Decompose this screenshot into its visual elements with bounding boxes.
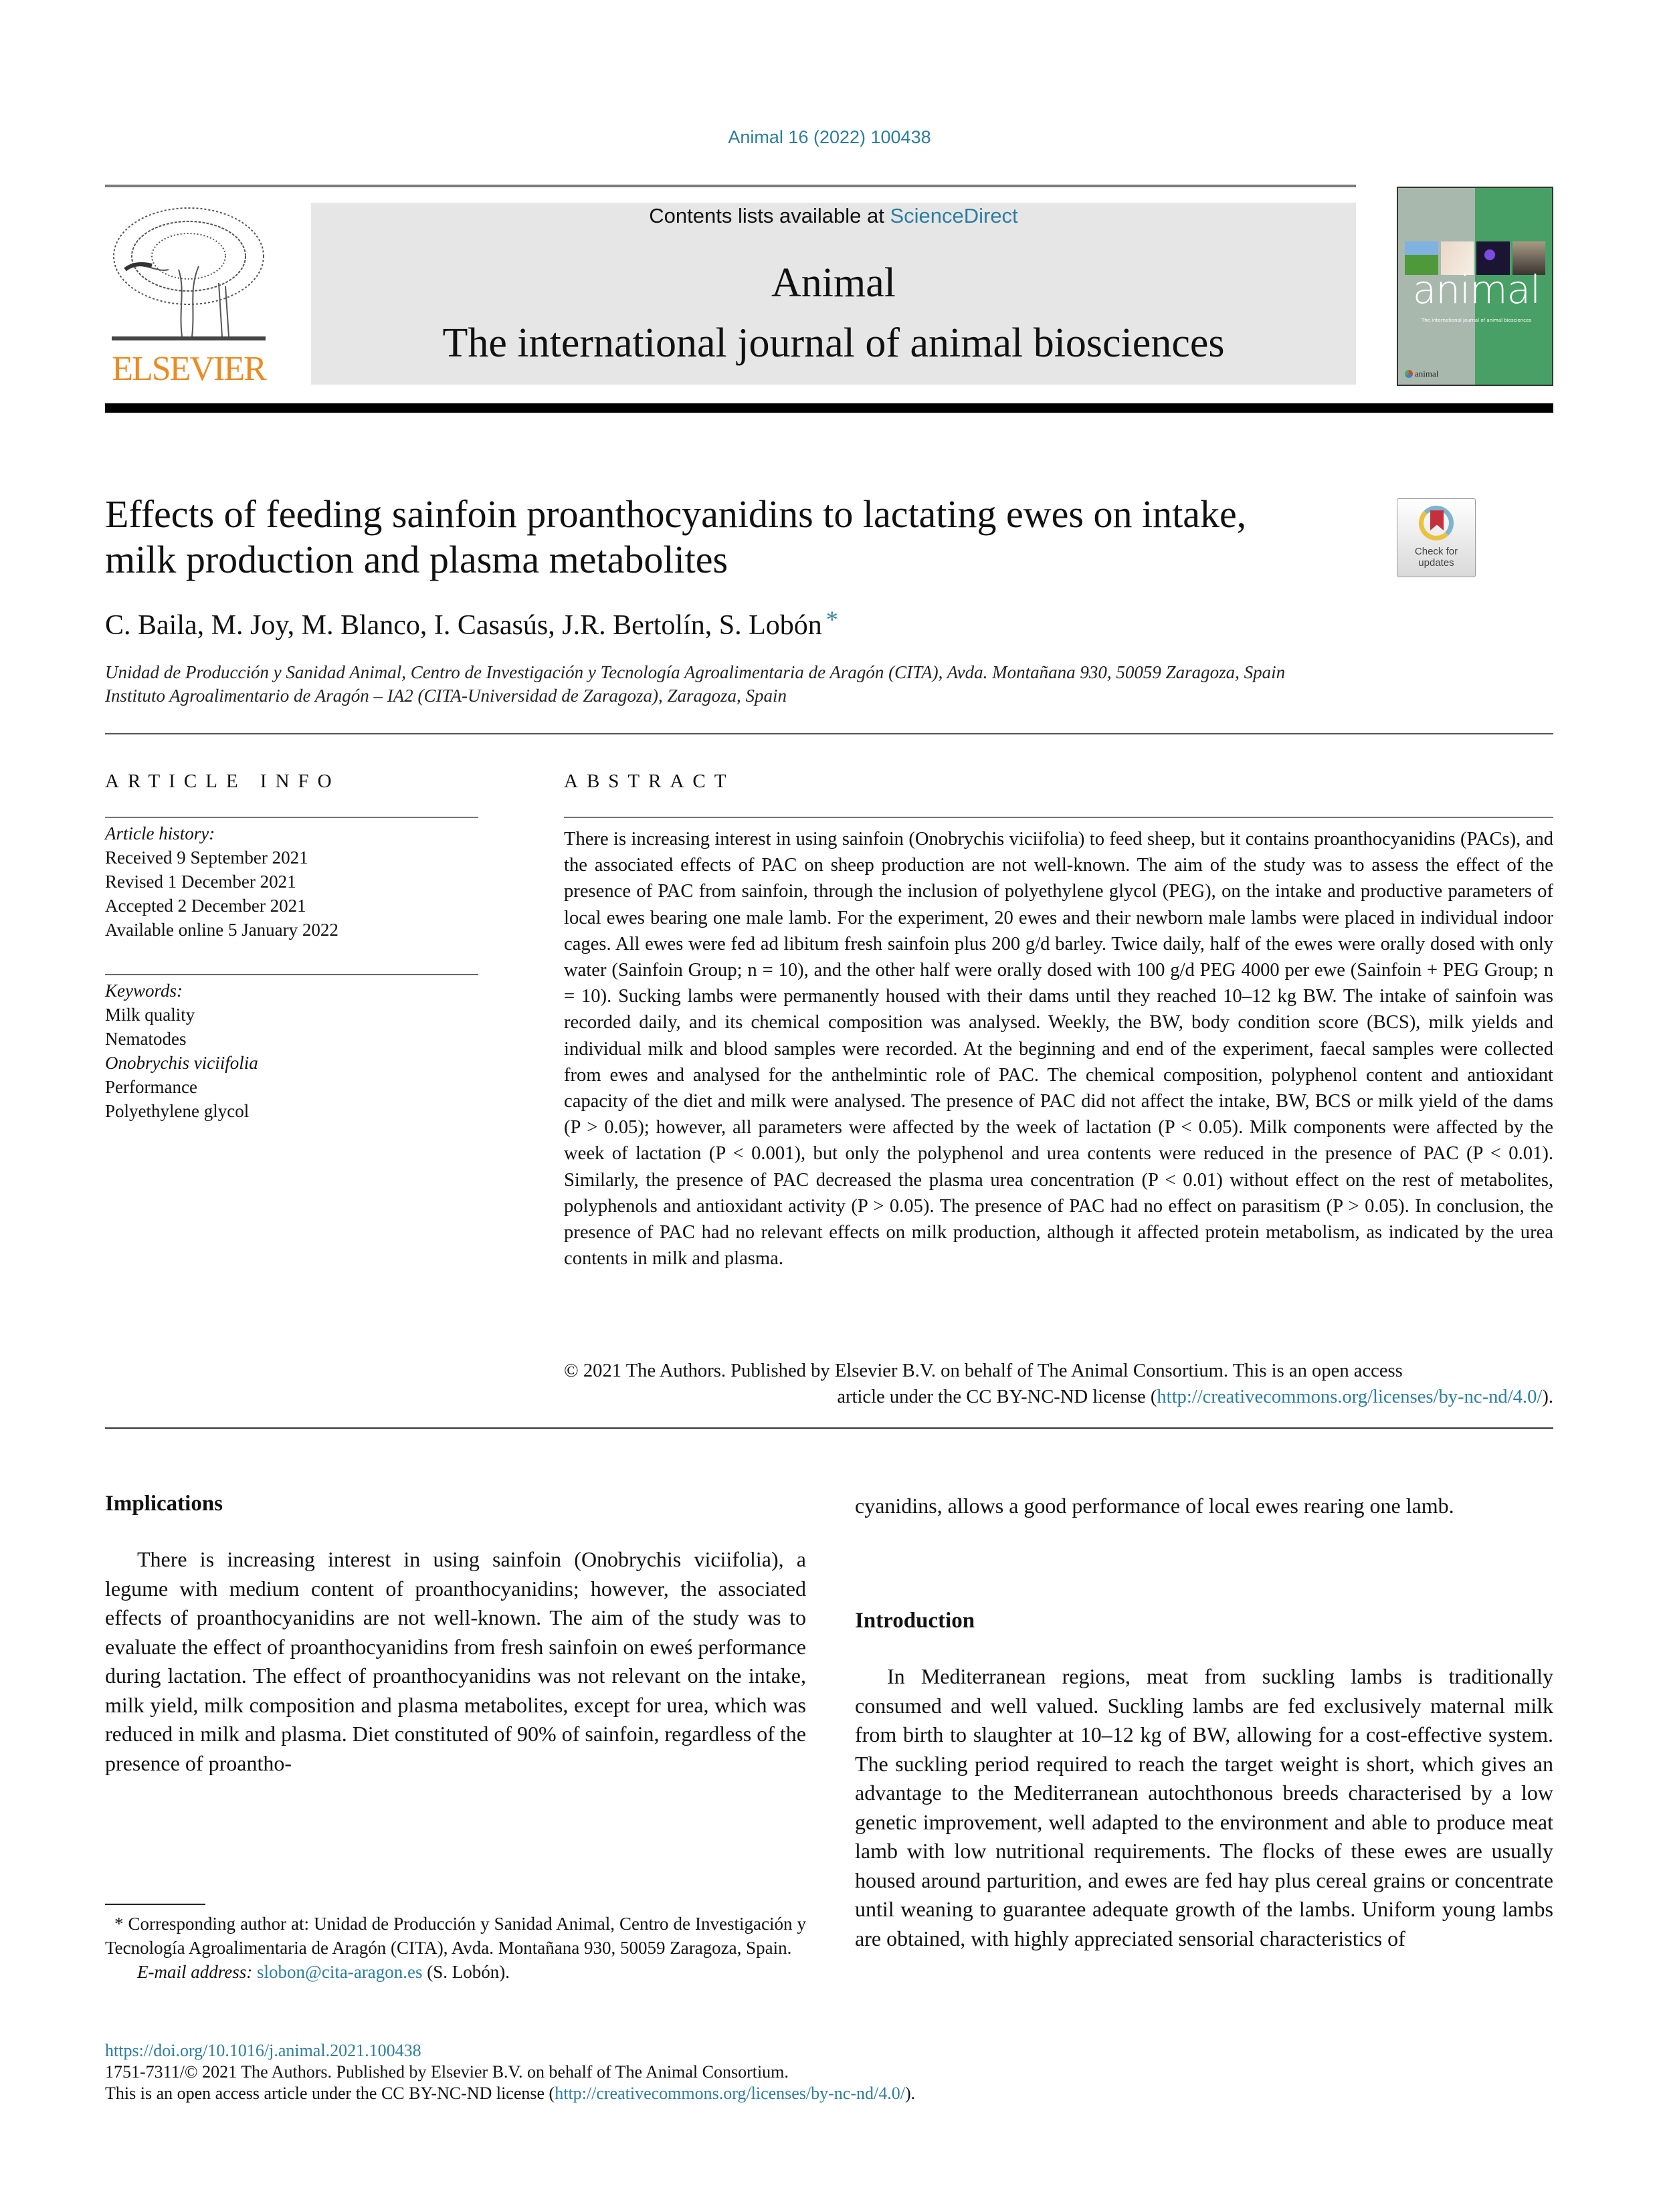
cover-brand (1405, 369, 1438, 379)
history-accepted: Accepted 2 December 2021 (105, 896, 306, 916)
implications-continued-text: cyanidins, allows a good performance of local ewes rearing one lamb. (855, 1494, 1454, 1518)
journal-banner (311, 203, 1356, 385)
footnote-text: Corresponding author at: Unidad de Producción y Sanidad Animal, Centro de Investigación y Tecnología Agroalimentaria de Aragón (CITA), Avda. Montañana 930, 50059 Zaragoza, Spain. (105, 1914, 806, 1958)
bottom-license-link[interactable]: http://creativecommons.org/licenses/by-nc-nd/4.0/ (555, 2084, 905, 2103)
doi-link[interactable]: https://doi.org/10.1016/j.animal.2021.100438 (105, 2041, 421, 2060)
cover-tagline: The international journal of animal biosciences (1422, 318, 1531, 323)
keyword-item: Nematodes (105, 1029, 187, 1049)
cover-brand-text: animal (1415, 369, 1439, 379)
affiliation-2: Instituto Agroalimentario de Aragón – IA2 (CITA-Universidad de Zaragoza), Zaragoza, Spain (105, 686, 787, 706)
journal-reference[interactable]: Animal 16 (2022) 100438 (728, 127, 931, 147)
keyword-item: Milk quality (105, 1005, 195, 1025)
journal-subtitle: The international journal of animal biosciences (442, 320, 1225, 366)
corresponding-author-footnote (105, 1912, 806, 1984)
introduction-body (855, 1662, 1553, 1953)
issn-line: 1751-7311/© 2021 The Authors. Published by Elsevier B.V. on behalf of The Animal Consortium. (105, 2062, 789, 2082)
history-label: Article history: (105, 823, 215, 843)
bottom-license-prefix: This is an open access article under the CC BY-NC-ND license ( (105, 2084, 555, 2103)
header-thick-rule (105, 403, 1553, 413)
tree-icon (105, 203, 272, 346)
article-history (105, 821, 478, 942)
implications-body (105, 1545, 806, 1778)
bottom-license-line (105, 2083, 915, 2104)
history-online: Available online 5 January 2022 (105, 920, 338, 940)
keywords-label: Keywords: (105, 981, 183, 1001)
crossmark-label-2: updates (1418, 557, 1454, 569)
contents-available (311, 204, 1356, 228)
corresponding-author-marker[interactable]: * (825, 606, 838, 633)
animal-logo-icon (1405, 370, 1413, 378)
keyword-item: Performance (105, 1077, 197, 1097)
abstract-copyright (564, 1358, 1553, 1410)
crossmark-label (1397, 546, 1475, 569)
elsevier-wordmark: ELSEVIER (112, 350, 266, 388)
header-top-rule (105, 185, 1356, 187)
copyright-line-1: © 2021 The Authors. Published by Elsevier B.V. on behalf of The Animal Consortium. This is an open access (564, 1361, 1403, 1381)
bottom-license-suffix: ). (904, 2084, 916, 2103)
abstract-bottom-rule (105, 1427, 1553, 1429)
contents-prefix: Contents lists available at (649, 204, 890, 227)
license-prefix: article under the CC BY-NC-ND license ( (837, 1387, 1157, 1408)
title-line-1: Effects of feeding sainfoin proanthocyanidins to lactating ewes on intake, (105, 492, 1247, 536)
cover-wordmark: animal (1412, 267, 1541, 312)
copyright-line-2 (564, 1384, 1553, 1410)
keywords-rule (105, 974, 478, 975)
sciencedirect-link[interactable]: ScienceDirect (890, 204, 1018, 227)
journal-name: Animal (771, 260, 896, 306)
footnote-marker: * (114, 1914, 124, 1934)
journal-cover[interactable] (1397, 187, 1553, 386)
author-list (105, 605, 838, 641)
history-received: Received 9 September 2021 (105, 847, 308, 868)
introduction-paragraph: In Mediterranean regions, meat from suckling lambs is traditionally consumed and well valued. Suckling lambs are fed exclusively maternal milk from birth to slaughter at 10–12 kg of BW, allowing for a cost-effective system. The suckling period required to reach the target weight is short, which gives an advantage to the Mediterranean autochthonous breeds characterised by a low genetic improvement, well adapted to the environment and able to produce meat lamb with low nutritional requirements. The flocks of these ewes are usually housed around parturition, and ewes are fed hay plus cereal grains or concentrate until weaning to guarantee adequate growth of the lambs. Uniform young lambs are obtained, with highly appreciated sensorial characteristics of (855, 1664, 1553, 1950)
history-revised: Revised 1 December 2021 (105, 872, 296, 892)
implications-paragraph: There is increasing interest in using sainfoin (Onobrychis viciifolia), a legume with medium content of proanthocyanidins; however, the associated effects of proanthocyanidins are not well-known. The aim of the study was to evaluate the effect of proanthocyanidins from fresh sainfoin on eweś performance during lactation. The effect of proanthocyanidins was not relevant on the intake, milk yield, milk composition and plasma metabolites, except for urea, which was reduced in milk and plasma. Diet constituted of 90% of sainfoin, regardless of the presence of proantho- (105, 1547, 806, 1775)
email-link[interactable]: slobon@cita-aragon.es (256, 1962, 423, 1982)
keyword-item: Polyethylene glycol (105, 1101, 250, 1121)
implications-continued (855, 1492, 1553, 1521)
title-line-2: milk production and plasma metabolites (105, 538, 728, 581)
crossmark-label-1: Check for (1414, 546, 1458, 557)
abstract-heading: ABSTRACT (564, 771, 735, 792)
authors-text: C. Baila, M. Joy, M. Blanco, I. Casasús, J.R. Bertolín, S. Lobón (105, 610, 822, 641)
check-for-updates-button[interactable] (1397, 498, 1476, 577)
introduction-heading: Introduction (855, 1609, 975, 1633)
email-label: E-mail address: (137, 1962, 253, 1982)
license-suffix: ). (1542, 1387, 1553, 1408)
email-suffix: (S. Lobón). (427, 1962, 510, 1982)
bottom-publication-info (105, 2040, 915, 2104)
abstract-body: There is increasing interest in using sainfoin (Onobrychis viciifolia) to feed sheep, but it contains proanthocyanidins (PACs), and the associated effects of PAC on sheep production are not well-known. The aim of the study was to assess the effect of the presence of PAC from sainfoin, through the inclusion of polyethylene glycol (PEG), on the intake and productive parameters of local ewes bearing one male lamb. For the experiment, 20 ewes and their newborn male lambs were placed in individual indoor cages. All ewes were fed ad libitum fresh sainfoin plus 200 g/d barley. Twice daily, half of the ewes were orally dosed with only water (Sainfoin Group; n = 10), and the other half were orally dosed with 100 g/d PEG 4000 per ewe (Sainfoin + PEG Group; n = 10). Sucking lambs were permanently housed with their dams until they reached 10–12 kg BW. The intake of sainfoin was recorded daily, and its chemical composition was analysed. Weekly, the BW, body condition score (BCS), milk yields and individual milk and blood samples were recorded. At the beginning and end of the experiment, faecal samples were collected from ewes and analysed for the anthelmintic role of PAC. The chemical composition, polyphenol content and antioxidant capacity of the diet and milk were analysed. The presence of PAC did not affect the intake, BW, BCS or milk yield of the dams (P > 0.05); however, all parameters were affected by the week of lactation (P < 0.05). Milk components were affected by the week of lactation (P < 0.001), but only the polyphenol and urea contents were reduced in the presence of PAC (P < 0.01). Similarly, the presence of PAC decreased the plasma urea concentration (P < 0.01) without effect on the rest of metabolites, polyphenols and antioxidant activity (P > 0.05). The presence of PAC had no effect on parasitism (P > 0.05). In conclusion, the presence of PAC had no relevant effects on milk production, although it affected protein metabolism, as indicated by the urea contents in milk and plasma. (564, 829, 1553, 1270)
article-info-rule (105, 817, 478, 818)
license-link[interactable]: http://creativecommons.org/licenses/by-nc-nd/4.0/ (1157, 1387, 1543, 1408)
article-info-heading: ARTICLE INFO (105, 771, 340, 792)
abstract-rule (564, 817, 1553, 818)
footnote-rule (105, 1904, 205, 1905)
affiliation-1: Unidad de Producción y Sanidad Animal, Centro de Investigación y Tecnología Agroalimentaria de Aragón (CITA), Avda. Montañana 930, 50059 Zaragoza, Spain (105, 662, 1286, 682)
implications-heading: Implications (105, 1492, 223, 1516)
elsevier-logo[interactable] (105, 203, 272, 387)
affiliation-rule (105, 733, 1553, 734)
keyword-item: Onobrychis viciifolia (105, 1053, 258, 1073)
article-title (105, 492, 1376, 583)
keywords (105, 979, 478, 1123)
